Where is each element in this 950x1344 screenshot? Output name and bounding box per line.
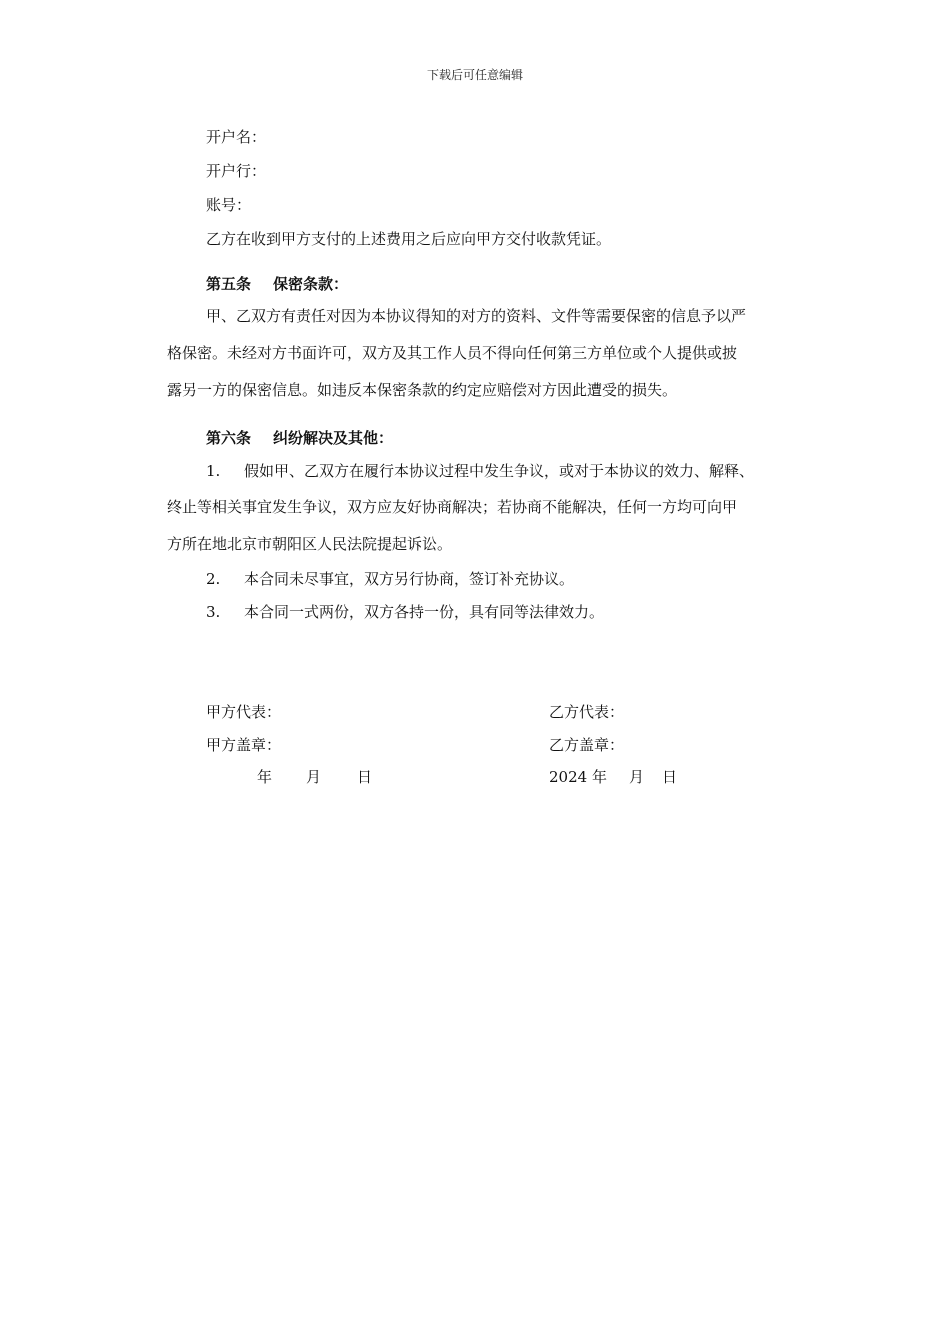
party-b-seal-label: 乙方盖章：: [549, 736, 625, 754]
article5-title-text: 保密条款：: [273, 275, 349, 293]
party-a-rep-label: 甲方代表：: [206, 703, 282, 721]
article6-item2-text: 本合同未尽事宜，双方另行协商，签订补充协议。: [244, 570, 575, 588]
account-bank-label: 开户行：: [206, 162, 267, 180]
article6-title-num: 第六条: [206, 429, 252, 447]
article5-title: [206, 274, 348, 294]
party-b-date-month: 月: [629, 768, 645, 786]
page-header: 下载后可任意编辑: [426, 68, 523, 82]
party-a-date-day: 日: [357, 768, 373, 786]
article5-title-num: 第五条: [206, 275, 252, 293]
article6-item2: [206, 569, 574, 589]
article6-item1-line-3: 方所在地北京市朝阳区人民法院提起诉讼。: [167, 535, 453, 553]
account-number-label: 账号：: [206, 196, 252, 214]
party-b-date-year: 2024 年: [549, 768, 607, 786]
article6-title: [206, 428, 393, 448]
receipt-text: 乙方在收到甲方支付的上述费用之后应向甲方交付收款凭证。: [206, 230, 612, 248]
article6-item1-num: 1.: [206, 462, 221, 480]
article6-title-text: 纠纷解决及其他：: [273, 429, 394, 447]
article5-line-1: 甲、乙双方有责任对因为本协议得知的对方的资料、文件等需要保密的信息予以严: [206, 307, 747, 325]
article6-item3-text: 本合同一式两份，双方各持一份，具有同等法律效力。: [244, 603, 605, 621]
article6-item2-num: 2.: [206, 570, 221, 588]
article6-item1-text-1: 假如甲、乙双方在履行本协议过程中发生争议，或对于本协议的效力、解释、: [244, 462, 755, 480]
party-b-date-day: 日: [662, 768, 678, 786]
article6-item1-line-2: 终止等相关事宜发生争议，双方应友好协商解决；若协商不能解决，任何一方均可向甲: [167, 498, 738, 516]
party-b-rep-label: 乙方代表：: [549, 703, 625, 721]
article6-item1-line-1: [206, 461, 754, 481]
article5-line-2: 格保密。未经对方书面许可，双方及其工作人员不得向任何第三方单位或个人提供或披: [167, 344, 738, 362]
article6-item3: [206, 602, 604, 622]
article6-item3-num: 3.: [206, 603, 221, 621]
party-a-seal-label: 甲方盖章：: [206, 736, 282, 754]
account-name-label: 开户名：: [206, 128, 267, 146]
party-a-date-year: 年: [257, 768, 273, 786]
article5-line-3: 露另一方的保密信息。如违反本保密条款的约定应赔偿对方因此遭受的损失。: [167, 381, 678, 399]
party-a-date-month: 月: [306, 768, 322, 786]
